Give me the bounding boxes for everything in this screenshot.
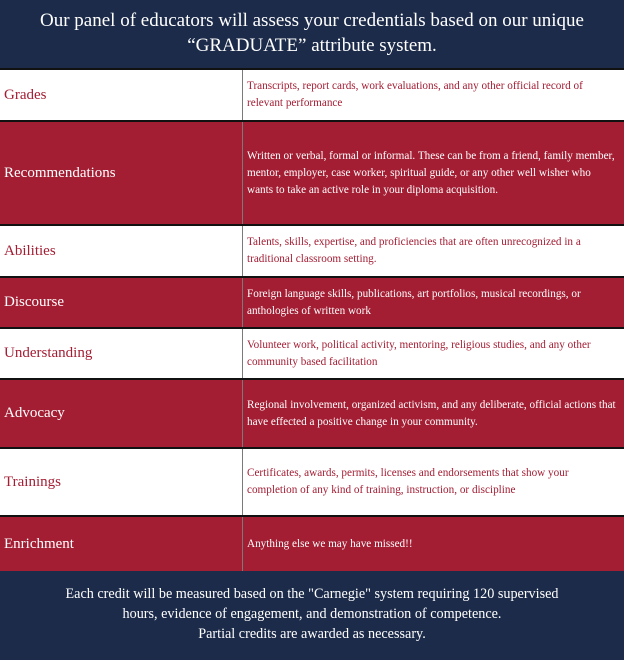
footer-line-2: hours, evidence of engagement, and demonstration of competence. xyxy=(122,606,502,622)
attribute-label: Understanding xyxy=(0,329,243,378)
table-row-trainings xyxy=(0,449,624,515)
attribute-description: Foreign language skills, publications, art portfolios, musical recordings, or anthologies of written work xyxy=(247,287,581,317)
attribute-description: Volunteer work, political activity, mentoring, religious studies, and any other community based facilitation xyxy=(247,338,591,368)
attribute-label: Trainings xyxy=(0,449,243,515)
table-row-recommendations xyxy=(0,122,624,224)
table-row-advocacy xyxy=(0,380,624,447)
attribute-label: Discourse xyxy=(0,278,243,327)
header-line-2: “GRADUATE” attribute system. xyxy=(187,35,437,56)
attribute-description: Anything else we may have missed!! xyxy=(247,537,413,550)
attribute-label: Abilities xyxy=(0,226,243,276)
attribute-description: Talents, skills, expertise, and proficiencies that are often unrecognized in a traditional classroom setting. xyxy=(247,236,581,265)
attribute-label: Grades xyxy=(0,70,243,120)
table-row-discourse xyxy=(0,278,624,327)
attribute-label: Enrichment xyxy=(0,517,243,571)
footer-banner xyxy=(0,571,624,660)
table-row-understanding xyxy=(0,329,624,378)
attribute-description: Transcripts, report cards, work evaluations, and any other official record of relevant performance xyxy=(247,80,583,109)
header-line-1: Our panel of educators will assess your credentials based on our unique xyxy=(40,10,584,31)
attribute-description: Written or verbal, formal or informal. These can be from a friend, family member, mentor, employer, case worker, spiritual guide, or any other well wisher who wants to take an active role in your diploma acquisition. xyxy=(247,149,615,196)
attribute-description: Certificates, awards, permits, licenses and endorsements that show your completion of any kind of training, instruction, or discipline xyxy=(247,467,569,496)
footer-line-1: Each credit will be measured based on the "Carnegie" system requiring 120 supervised xyxy=(65,586,559,602)
header-banner xyxy=(0,0,624,68)
attribute-label: Recommendations xyxy=(0,122,243,224)
attribute-label: Advocacy xyxy=(0,380,243,447)
table-row-enrichment xyxy=(0,517,624,571)
table-row-grades xyxy=(0,70,624,120)
footer-line-3: Partial credits are awarded as necessary. xyxy=(198,626,426,642)
attribute-description: Regional involvement, organized activism, and any deliberate, official actions that have effected a positive change in your community. xyxy=(247,398,616,428)
table-row-abilities xyxy=(0,226,624,276)
